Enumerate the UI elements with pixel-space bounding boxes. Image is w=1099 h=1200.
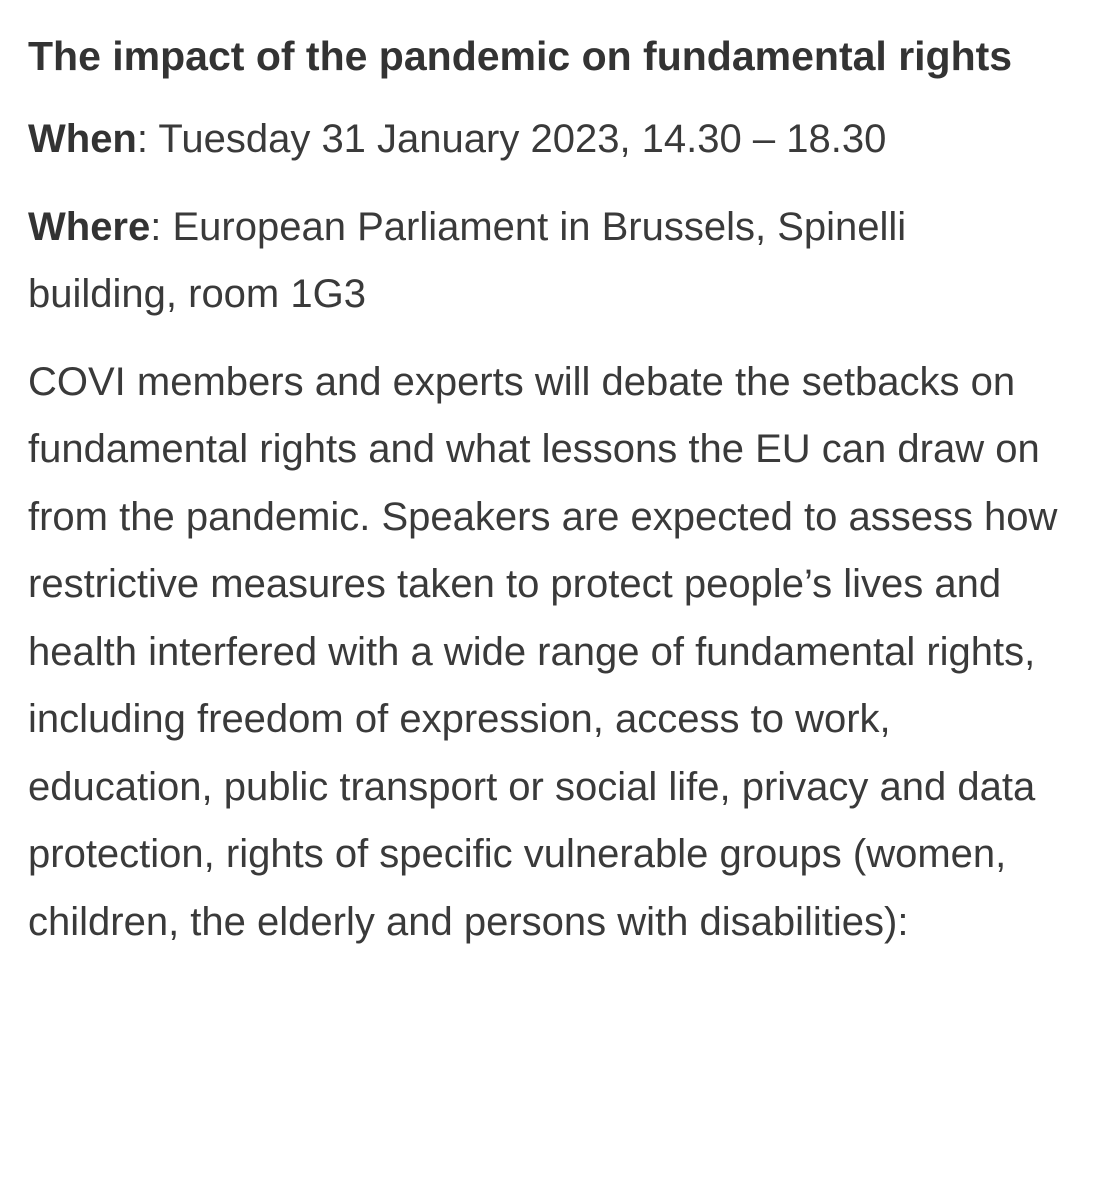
article-title: The impact of the pandemic on fundamental rights [28, 33, 1013, 79]
event-where [28, 194, 1059, 329]
when-label: When [28, 117, 137, 161]
where-label: Where [28, 204, 151, 249]
where-value: European Parliament in Brussels, Spinelli building, room 1G3 [28, 204, 907, 316]
when-separator: : [136, 117, 159, 161]
event-when [28, 106, 1059, 174]
article-body: COVI members and experts will debate the setbacks on fundamental rights and what lessons the EU can draw on from the pandemic. Speakers are expected to assess how restrictive measures taken to protect people’s lives and health interfered with a wide range of fundamental rights, including freedom of expression, access to work, education, public transport or social life, privacy and data protection, rights of specific vulnerable groups (women, children, the elderly and persons with disabilities): [28, 359, 1058, 944]
where-separator: : [150, 204, 173, 249]
when-value: Tuesday 31 January 2023, 14.30 – 18.30 [158, 117, 887, 161]
